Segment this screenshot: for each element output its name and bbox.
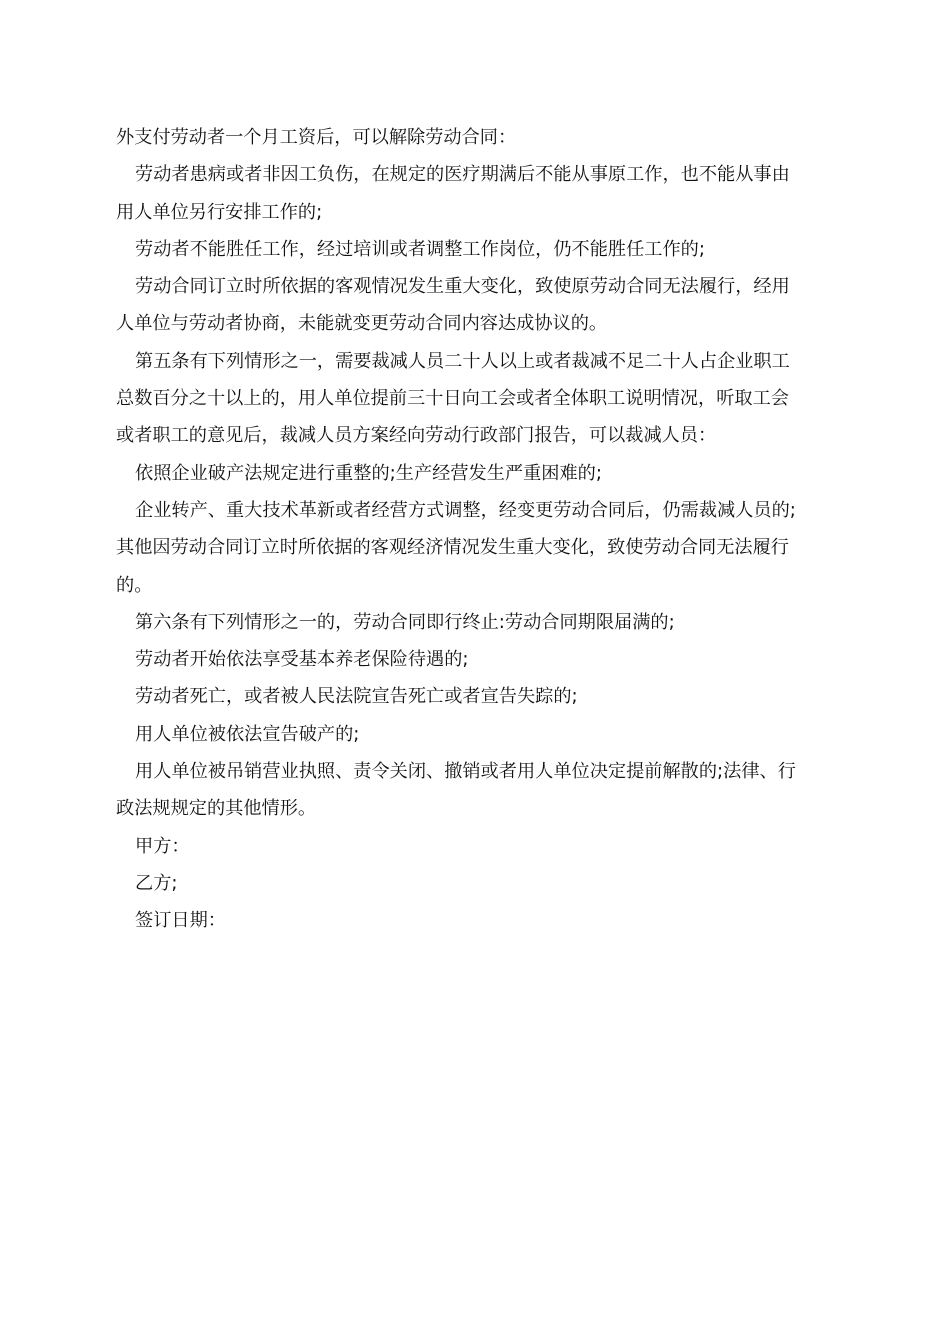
text-line: 或者职工的意见后，裁减人员方案经向劳动行政部门报告，可以裁减人员： xyxy=(116,425,717,447)
text-line: 人单位与劳动者协商，未能就变更劳动合同内容达成协议的。 xyxy=(116,313,608,335)
text-line: 用人单位被吊销营业执照、责令关闭、撤销或者用人单位决定提前解散的;法律、行 xyxy=(135,761,796,783)
text-line: 外支付劳动者一个月工资后，可以解除劳动合同： xyxy=(116,127,517,148)
text-line: 劳动者死亡，或者被人民法院宣告死亡或者宣告失踪的; xyxy=(135,686,578,708)
text-line: 劳动者不能胜任工作，经过培训或者调整工作岗位，仍不能胜任工作的; xyxy=(135,238,705,260)
text-line: 用人单位被依法宣告破产的; xyxy=(135,723,360,745)
text-line: 用人单位另行安排工作的; xyxy=(116,201,323,223)
text-line: 第六条有下列情形之一的，劳动合同即行终止:劳动合同期限届满的; xyxy=(135,611,675,633)
party-a-label: 甲方： xyxy=(135,835,190,857)
text-line: 劳动者开始依法享受基本养老保险待遇的; xyxy=(135,649,469,671)
text-line: 总数百分之十以上的，用人单位提前三十日向工会或者全体职工说明情况，听取工会 xyxy=(116,388,789,410)
party-b-label: 乙方; xyxy=(135,872,178,894)
text-line: 劳动合同订立时所依据的客观情况发生重大变化，致使原劳动合同无法履行，经用 xyxy=(135,276,790,298)
text-line: 依照企业破产法规定进行重整的;生产经营发生严重困难的; xyxy=(135,462,602,484)
text-line: 第五条有下列情形之一，需要裁减人员二十人以上或者裁减不足二十人占企业职工 xyxy=(135,350,790,372)
signing-date-label: 签订日期： xyxy=(135,910,226,932)
text-line: 的。 xyxy=(116,574,153,596)
document-body xyxy=(116,119,836,940)
text-line: 其他因劳动合同订立时所依据的客观经济情况发生重大变化，致使劳动合同无法履行 xyxy=(116,537,789,559)
text-line: 政法规规定的其他情形。 xyxy=(116,798,317,820)
text-line: 企业转产、重大技术革新或者经营方式调整，经变更劳动合同后，仍需裁减人员的; xyxy=(135,499,796,521)
text-line: 劳动者患病或者非因工负伤，在规定的医疗期满后不能从事原工作，也不能从事由 xyxy=(135,164,790,186)
